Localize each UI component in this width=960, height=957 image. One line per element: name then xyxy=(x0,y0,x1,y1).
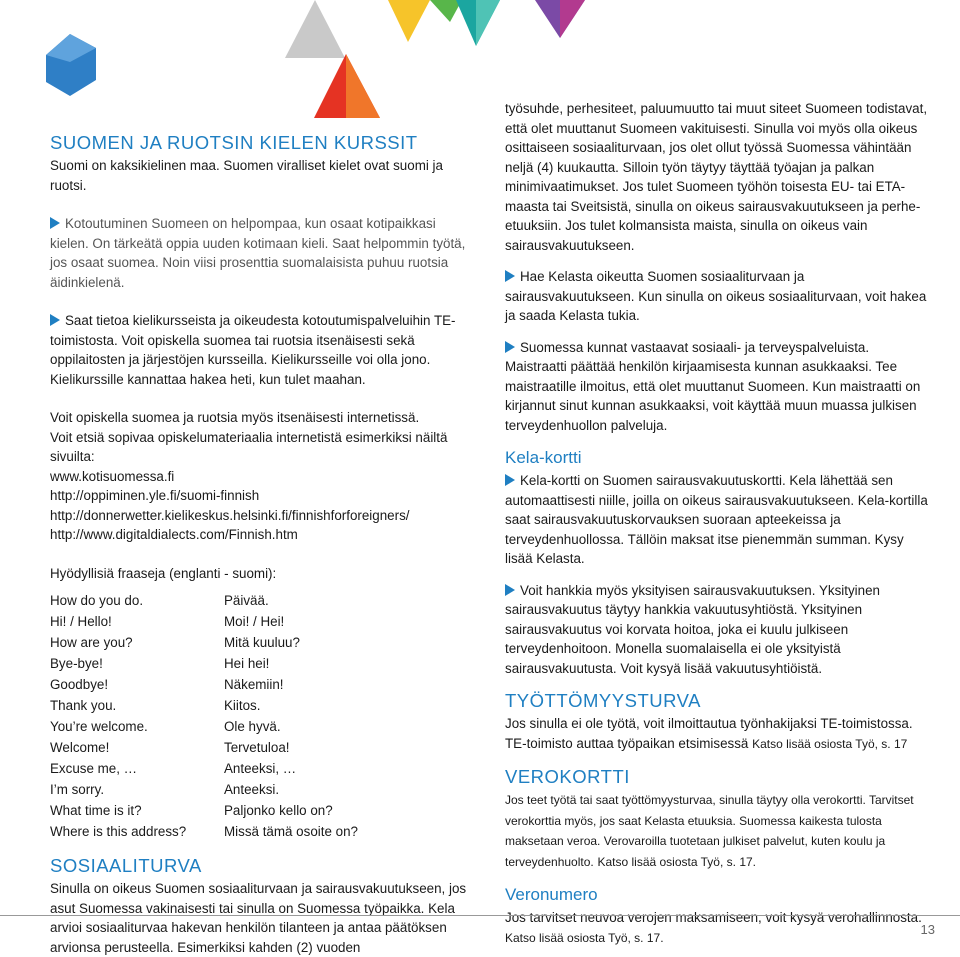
verokortti-ref: Katso lisää osiosta Työ, s. 17. xyxy=(597,854,756,869)
phrase-english: Bye-bye! xyxy=(50,656,103,671)
arrow-bullet-icon xyxy=(505,474,515,486)
phrase-english: Goodbye! xyxy=(50,677,109,692)
bullet-kortti xyxy=(505,471,930,569)
phrase-finnish: Ole hyvä. xyxy=(224,719,281,734)
veronumero-main: Jos tarvitset neuvoa verojen maksamiseen, voit kysyä verohallinnosta. xyxy=(505,910,922,925)
bullet-tietoa xyxy=(50,311,475,389)
heading-veronumero: Veronumero xyxy=(505,885,598,904)
teal-triangle-shade xyxy=(476,0,500,46)
veronumero-text xyxy=(505,908,930,948)
verokortti-text xyxy=(505,790,930,872)
phrase-finnish: Anteeksi. xyxy=(224,782,280,797)
phrase-row xyxy=(50,612,358,633)
link-kotisuomessa[interactable]: www.kotisuomessa.fi xyxy=(50,468,175,484)
yellow-triangle xyxy=(388,0,430,42)
veronumero-ref: Katso lisää osiosta Työ, s. 17. xyxy=(505,930,664,945)
bullet-kortti-text: Kela-kortti on Suomen sairausvakuutuskortti. Kela lähettää sen automaattisesti niille, joilla on oikeus sairausvakuutukseen. Kela-kortilla saat sairausvakuutuskorvauksen suoraan apteekeissa ja terveydenhuollossa. Tällöin maksat itse pienemmän summan. Kysy lisää Kelasta. xyxy=(505,473,928,566)
intro-text: Suomi on kaksikielinen maa. Suomen viralliset kielet ovat suomi ja ruotsi. xyxy=(50,158,443,193)
bullet-yksityinen-text: Voit hankkia myös yksityisen sairausvakuutuksen. Yksityinen sairausvakuutus täytyy hankkia vakuutusyhtiöstä. Yksityinen sairausvakuutus voi korvata hoitoa, joka ei kuulu julkiseen terveydenhoitoon. Monella suomalaisella ei ole yksityistä sairausvakuutusta. Voit kysyä lisää vakuutusyhtiöistä. xyxy=(505,582,880,676)
phrase-english: How do you do. xyxy=(50,593,144,608)
arrow-bullet-icon xyxy=(505,270,515,282)
phrase-row xyxy=(50,822,358,843)
tyottomyys-text xyxy=(505,714,930,754)
phrase-row xyxy=(50,654,358,675)
heading-tyottomyysturva: TYÖTTÖMYYSTURVA xyxy=(505,690,701,711)
purple-triangle-shade xyxy=(560,0,585,38)
page-number: 13 xyxy=(920,922,935,937)
phrase-finnish: Hei hei! xyxy=(224,656,270,671)
phrase-row xyxy=(50,780,358,801)
footer-divider xyxy=(0,915,960,916)
phrase-english: You’re welcome. xyxy=(50,719,148,734)
phrase-row xyxy=(50,591,358,612)
phrase-finnish: Kiitos. xyxy=(224,698,261,713)
online-text-1: Voit opiskella suomea ja ruotsia myös itsenäisesti internetissä. xyxy=(50,410,420,425)
link-digitaldialects[interactable]: http://www.digitaldialects.com/Finnish.htm xyxy=(50,527,298,542)
phrase-row xyxy=(50,717,358,738)
phrase-english: What time is it? xyxy=(50,803,142,818)
phrase-row xyxy=(50,696,358,717)
phrase-finnish: Mitä kuuluu? xyxy=(224,635,300,650)
phrase-row xyxy=(50,633,358,654)
phrase-english: I’m sorry. xyxy=(50,782,105,797)
bullet-kotoutuminen xyxy=(50,214,475,292)
phrase-row xyxy=(50,759,358,780)
heading-kela-kortti: Kela-kortti xyxy=(505,448,582,467)
link-donnerwetter[interactable]: http://donnerwetter.kielikeskus.helsinki.fi/finnishforforeigners/ xyxy=(50,507,410,523)
phrase-row xyxy=(50,801,358,822)
bullet-kela xyxy=(505,267,930,326)
arrow-bullet-icon xyxy=(50,314,60,326)
phrase-finnish: Moi! / Hei! xyxy=(224,614,285,629)
red-triangle-shade xyxy=(346,54,380,118)
sosiaaliturva-text: Sinulla on oikeus Suomen sosiaaliturvaan ja sairausvakuutukseen, jos asut Suomessa vakinaisesti tai sinulla on Suomessa työpaikka. Kela arvioi sosiaaliturvaa hakevan henkilön tilanteen ja antaa päätöksen arvionsa perusteella. Esimerkiksi kahden (2) vuoden xyxy=(50,881,467,955)
phrase-finnish: Tervetuloa! xyxy=(224,740,290,755)
phrase-english: Welcome! xyxy=(50,740,110,755)
phrase-english: How are you? xyxy=(50,635,133,650)
tyottomyys-main: Jos sinulla ei ole työtä, voit ilmoittautua työnhakijaksi TE-toimistossa. TE-toimisto auttaa työpaikan etsimisessä xyxy=(505,716,913,751)
bullet-kotoutuminen-text: Kotoutuminen Suomeen on helpompaa, kun osaat kotipaikkasi kielen. On tärkeätä oppia uuden kotimaan kieli. Saat helpommin työtä, jos osaat suomea. Noin viisi prosenttia suomalaisista puhuu ruotsia äidinkielenä. xyxy=(50,216,466,290)
gray-triangle xyxy=(285,0,345,58)
continued-text: työsuhde, perhesiteet, paluumuutto tai muut siteet Suomeen todistavat, että olet muuttanut Suomeen vakituisesti. Sinulla voi myös olla oikeus osittaiseen sosiaaliturvaan, jos olet ollut työssä Suomessa vähintään neljä (4) kuukautta. Silloin työn täytyy täyttää työajan ja palkan minimivaatimukset. Jos tulet Suomeen työhön toisesta EU- tai ETA-maasta tai Sveitsistä, sinulla on oikeus sairausvakuutukseen ja perhe-etuuksiin. Jos tulet kolmansista maista, sinulla on oikeus vain sairausvakuutukseen. xyxy=(505,101,928,253)
phrases-title: Hyödyllisiä fraaseja (englanti - suomi): xyxy=(50,565,277,581)
phrase-english: Thank you. xyxy=(50,698,117,713)
phrase-finnish: Paljonko kello on? xyxy=(224,803,333,818)
online-text-2: Voit etsiä sopivaa opiskelumateriaalia internetistä esimerkiksi näiltä sivuilta: xyxy=(50,429,448,464)
verokortti-main: Jos teet työtä tai saat työttömyysturvaa, sinulla täytyy olla verokortti. Tarvitset verokorttia myös, jos saat Kelasta etuuksia. Suomessa kaikesta tulosta maksetaan veroa. Verovaroilla tuotetaan julkiset palvelut, kuten koulu ja terveydenhuolto. xyxy=(505,793,914,869)
phrase-english: Hi! / Hello! xyxy=(50,614,112,629)
heading-sosiaaliturva: SOSIAALITURVA xyxy=(50,855,202,876)
bullet-kunnat-text: Suomessa kunnat vastaavat sosiaali- ja terveyspalveluista. Maistraatti päättää henkilön kirjaamisesta kunnan asukkaaksi. Tee maistraatille ilmoitus, että olet muuttanut Suomeen. Kun maistraatti on kirjannut sinut kunnan asukkaaksi, voit käyttää muun muassa julkisen terveydenhuollon palveluja. xyxy=(505,339,921,433)
bullet-tietoa-text: Saat tietoa kielikursseista ja oikeudesta kotoutumispalveluihin TE-toimistosta. Voit opiskella suomea tai ruotsia itsenäisesti sekä oppilaitosten ja järjestöjen kursseilla. Kielikursseille voi olla jono. Kielikurssille kannattaa hakea heti, kun tulet maahan. xyxy=(50,313,456,387)
heading-verokortti: VEROKORTTI xyxy=(505,766,630,787)
bullet-kela-text: Hae Kelasta oikeutta Suomen sosiaaliturvaan ja sairausvakuutukseen. Kun sinulla on oikeus sosiaaliturvaan, voit hakea ja saada Kelasta tukia. xyxy=(505,269,927,323)
right-column xyxy=(505,99,930,948)
phrases-table xyxy=(50,591,358,843)
phrase-row xyxy=(50,738,358,759)
phrase-finnish: Päivää. xyxy=(224,593,269,608)
bullet-kunnat xyxy=(505,338,930,436)
arrow-bullet-icon xyxy=(505,341,515,353)
arrow-bullet-icon xyxy=(50,217,60,229)
phrase-english: Excuse me, … xyxy=(50,761,138,776)
tyottomyys-ref: Katso lisää osiosta Työ, s. 17 xyxy=(752,736,908,751)
link-yle[interactable]: http://oppiminen.yle.fi/suomi-finnish xyxy=(50,488,260,503)
left-column xyxy=(50,132,475,957)
phrase-finnish: Näkemiin! xyxy=(224,677,284,692)
heading-kielikurssit: SUOMEN JA RUOTSIN KIELEN KURSSIT xyxy=(50,132,418,153)
green-triangle xyxy=(430,0,462,22)
bullet-yksityinen xyxy=(505,581,930,679)
arrow-bullet-icon xyxy=(505,584,515,596)
phrase-english: Where is this address? xyxy=(50,824,187,839)
phrase-row xyxy=(50,675,358,696)
phrase-finnish: Missä tämä osoite on? xyxy=(224,824,358,839)
phrase-finnish: Anteeksi, … xyxy=(224,761,297,776)
